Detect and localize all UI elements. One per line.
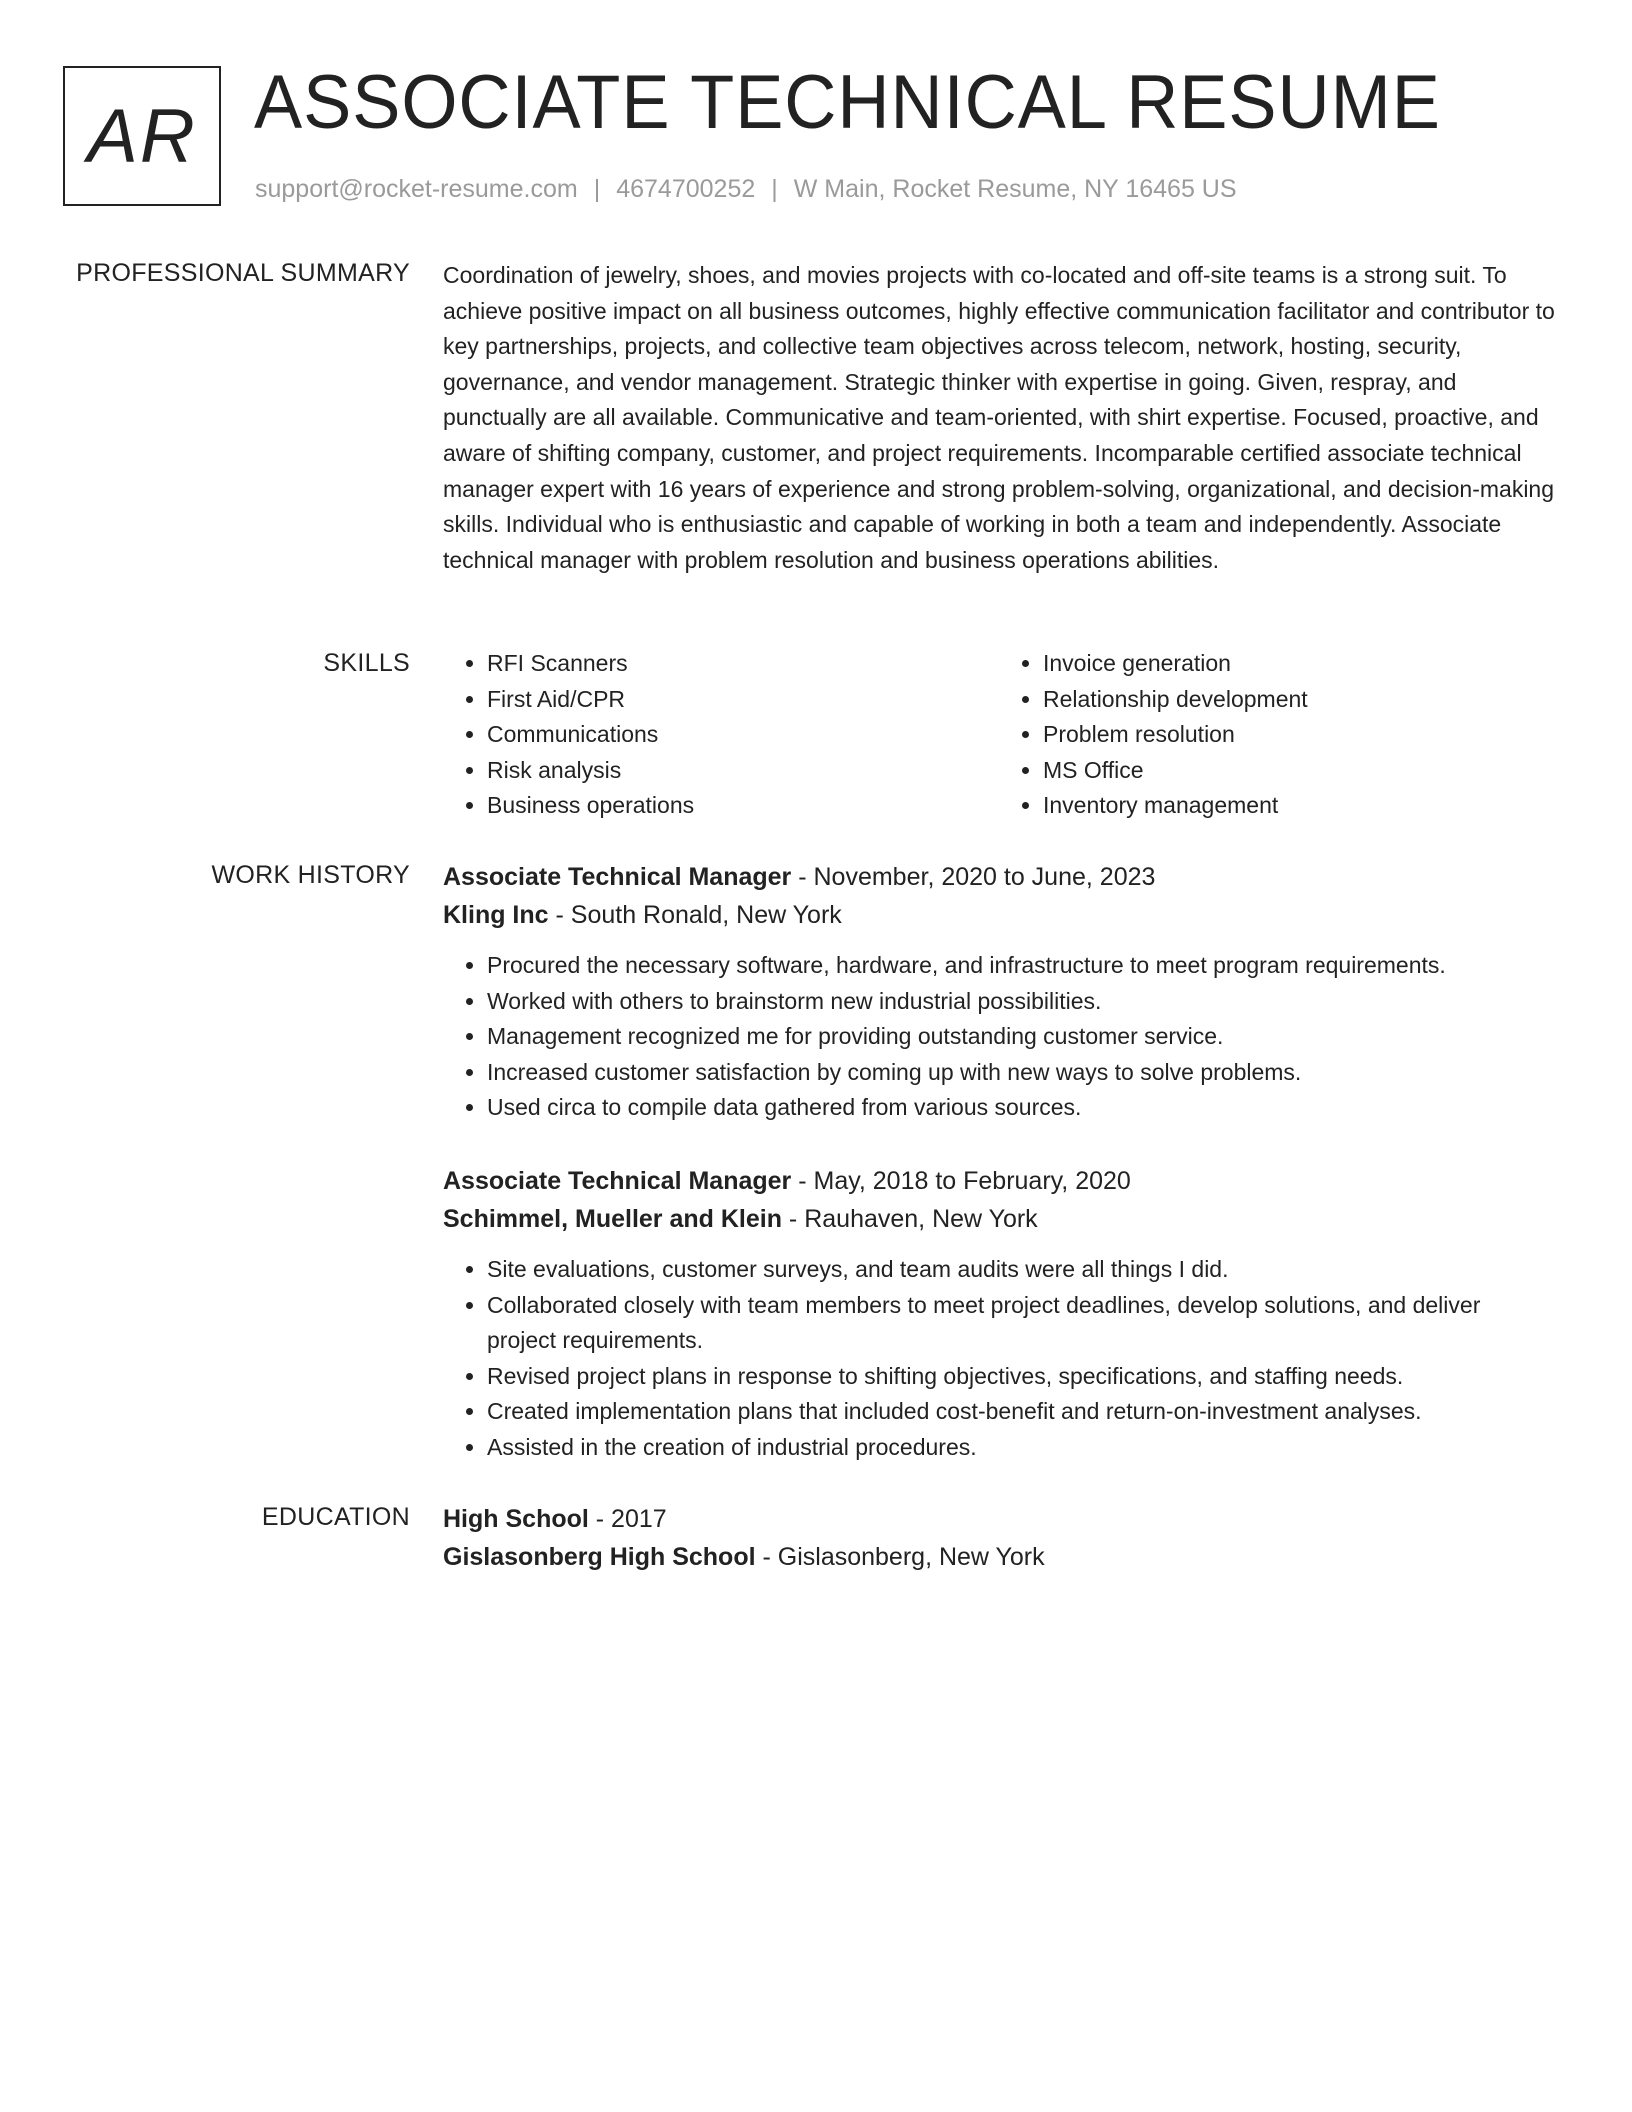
summary-body xyxy=(443,258,1555,578)
monogram-box xyxy=(63,66,221,206)
job-entry xyxy=(443,1162,1555,1466)
job-bullet: • Procured the necessary software, hardware, and infrastructure to meet program requirements. xyxy=(487,948,1555,984)
job-bullet: • Management recognized me for providing outstanding customer service. xyxy=(487,1019,1555,1055)
skill-item: • MS Office xyxy=(1043,753,1555,789)
monogram-initials: AR xyxy=(87,93,197,179)
education-school-line xyxy=(443,1538,1555,1576)
education-heading: EDUCATION xyxy=(261,1503,410,1531)
education-degree: High School xyxy=(443,1505,589,1533)
contact-separator: | xyxy=(771,175,778,203)
job-bullet: • Revised project plans in response to shifting objectives, specifications, and staffing needs. xyxy=(487,1359,1555,1395)
skills-columns xyxy=(443,646,1555,824)
job-bullet: • Increased customer satisfaction by coming up with new ways to solve problems. xyxy=(487,1055,1555,1091)
skill-item: • First Aid/CPR xyxy=(487,682,999,718)
contact-separator: | xyxy=(593,175,601,203)
education-location: - Gislasonberg, New York xyxy=(755,1543,1045,1571)
skills-list-right xyxy=(999,646,1555,824)
skill-item: • Problem resolution xyxy=(1043,717,1555,753)
skills-body xyxy=(443,646,1555,824)
summary-heading: PROFESSIONAL SUMMARY xyxy=(76,259,410,287)
job-title: Associate Technical Manager xyxy=(443,1167,792,1195)
contact-phone: 4674700252 xyxy=(616,175,756,203)
skill-item: • Relationship development xyxy=(1043,682,1555,718)
skill-item: • Invoice generation xyxy=(1043,646,1555,682)
skill-item: • Business operations xyxy=(487,788,999,824)
contact-email: support@rocket-resume.com xyxy=(255,175,578,203)
job-bullet: • Worked with others to brainstorm new industrial possibilities. xyxy=(487,984,1555,1020)
job-entry xyxy=(443,858,1555,1126)
education-year: - 2017 xyxy=(588,1505,667,1533)
job-bullet: • Assisted in the creation of industrial procedures. xyxy=(487,1430,1555,1466)
skill-item: • Inventory management xyxy=(1043,788,1555,824)
skill-item: • Risk analysis xyxy=(487,753,999,789)
job-title-line xyxy=(443,858,1555,896)
job-company-line xyxy=(443,1200,1555,1238)
skills-heading: SKILLS xyxy=(323,649,410,677)
job-bullets xyxy=(443,1252,1555,1466)
job-title: Associate Technical Manager xyxy=(443,863,792,891)
work-heading: WORK HISTORY xyxy=(211,861,410,889)
job-company: Schimmel, Mueller and Klein xyxy=(443,1205,782,1233)
education-school: Gislasonberg High School xyxy=(443,1543,756,1571)
job-bullet: • Created implementation plans that included cost-benefit and return-on-investment analyses. xyxy=(487,1394,1555,1430)
job-bullets xyxy=(443,948,1555,1126)
job-company: Kling Inc xyxy=(443,901,549,929)
work-body xyxy=(443,858,1555,1460)
education-degree-line xyxy=(443,1500,1555,1538)
education-body xyxy=(443,1500,1555,1576)
job-bullet: • Collaborated closely with team members to meet project deadlines, develop solutions, and deliver project requirements. xyxy=(487,1288,1555,1359)
resume-title: ASSOCIATE TECHNICAL RESUME xyxy=(254,60,1441,145)
contact-address: W Main, Rocket Resume, NY 16465 US xyxy=(793,175,1237,203)
skill-item: • RFI Scanners xyxy=(487,646,999,682)
job-company-line xyxy=(443,896,1555,934)
job-bullet: • Used circa to compile data gathered from various sources. xyxy=(487,1090,1555,1126)
job-bullet: • Site evaluations, customer surveys, and team audits were all things I did. xyxy=(487,1252,1555,1288)
job-title-line xyxy=(443,1162,1555,1200)
skill-item: • Communications xyxy=(487,717,999,753)
job-location: - Rauhaven, New York xyxy=(781,1205,1038,1233)
contact-line xyxy=(255,172,1237,206)
job-dates: - November, 2020 to June, 2023 xyxy=(791,863,1156,891)
skills-list-left xyxy=(443,646,999,824)
summary-text: Coordination of jewelry, shoes, and movies projects with co-located and off-site teams is a strong suit. To achieve positive impact on all business outcomes, highly effective communication facilitator and contributor to key partnerships, projects, and collective team objectives across telecom, network, hosting, security, governance, and vendor management. Strategic thinker with expertise in going. Given, respray, and punctually are all available. Communicative and team-oriented, with shirt expertise. Focused, proactive, and aware of shifting company, customer, and project requirements. Incomparable certified associate technical manager expert with 16 years of experience and strong problem-solving, organizational, and decision-making skills. Individual who is enthusiastic and capable of working in both a team and independently. Associate technical manager with problem resolution and business operations abilities. xyxy=(443,262,1555,573)
job-dates: - May, 2018 to February, 2020 xyxy=(791,1167,1131,1195)
job-location: - South Ronald, New York xyxy=(548,901,842,929)
